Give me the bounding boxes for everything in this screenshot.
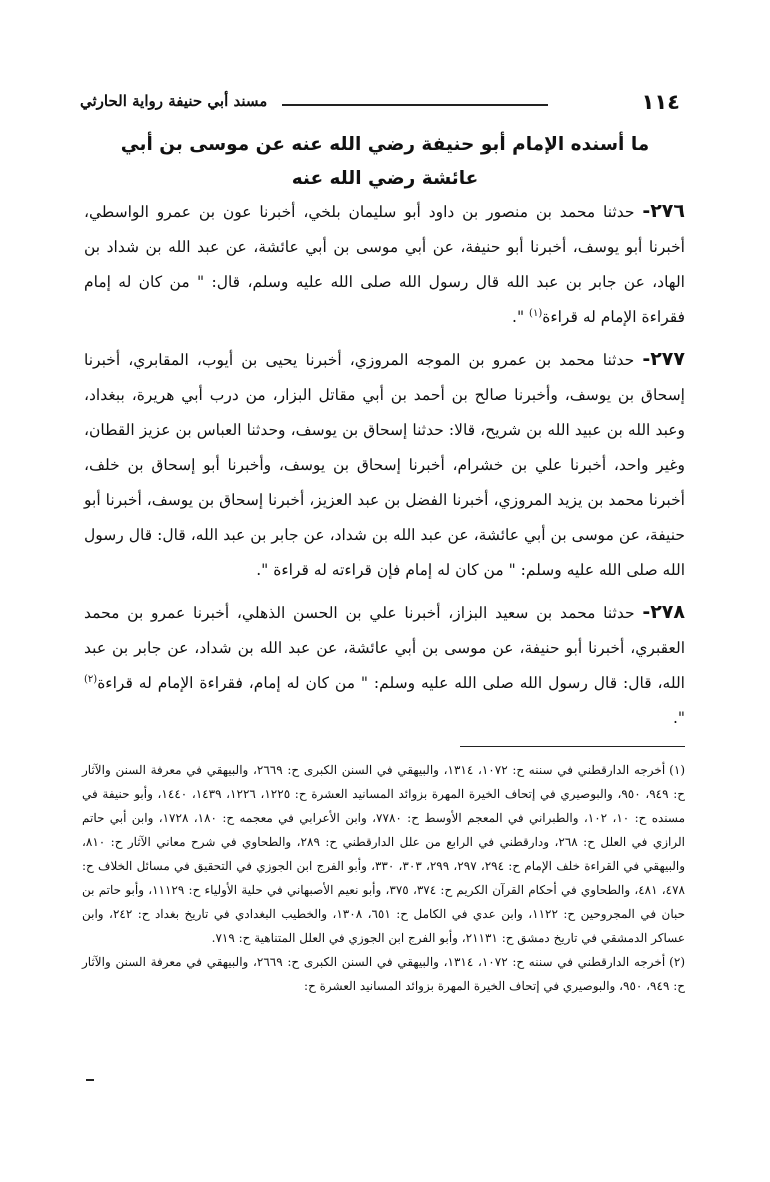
footnotes — [82, 758, 685, 998]
section-title: ما أسنده الإمام أبو حنيفة رضي الله عنه عن موسى بن أبي عائشة رضي الله عنه — [120, 134, 650, 189]
hadith-text: حدثنا محمد بن سعيد البزاز، أخبرنا علي بن الحسن الذهلي، أخبرنا عمرو بن محمد العقبري، أخبرنا أبو حنيفة، عن موسى بن أبي عائشة، عن عبد الله بن شداد، عن جابر بن عبد الله، قال: قال رسول الله صلى الله عليه وسلم: " من كان له إمام، فقراءة الإمام له قراءة — [84, 604, 685, 692]
continuation-mark — [86, 1079, 94, 1081]
header-rule — [282, 104, 548, 106]
hadith-text-end: ". — [672, 709, 685, 727]
footnote-ref[interactable]: (٢) — [84, 673, 98, 685]
hadith-text: حدثنا محمد بن منصور بن داود أبو سليمان بلخي، أخبرنا عون بن عمرو الواسطي، أخبرنا أبو يوسف، أخبرنا أبو حنيفة، عن أبي موسى بن أبي عائشة، عن عبد الله بن شداد بن الهاد، عن جابر بن عبد الله قال رسول الله صلى الله عليه وسلم، قال: " من كان له إمام فقراءة الإمام له قراءة — [84, 203, 685, 326]
hadith-number: ٢٧٨- — [642, 601, 685, 623]
footnote-mark: (١) — [669, 763, 685, 777]
footnote-2 — [82, 950, 685, 998]
hadith-277 — [84, 342, 685, 588]
hadith-number: ٢٧٧- — [642, 348, 685, 370]
running-header-title: مسند أبي حنيفة رواية الحارثي — [80, 92, 268, 110]
hadith-276 — [84, 194, 685, 335]
footnote-text: أخرجه الدارقطني في سننه ح: ١٠٧٢، ١٣١٤، والبيهقي في السنن الكبرى ح: ٢٦٦٩، والبيهقي في معرفة السنن والآثار ح: ٩٤٩، ٩٥٠، والبوصيري في إتحاف الخيرة المهرة بزوائد المسانيد العشرة ح: ١٢٢٥، ١٢٢٦، ١٤٣٩، ١٤٤٠، وأبو حنيفة في مسنده ح: ١٠، ١٠٢، والطبراني في المعجم الأوسط ح: ٧٧٨٠، وابن الأعرابي في معجمه ح: ١٨٠، ١٧٢٨، وابن أبي حاتم الرازي في العلل ح: ٢٦٨، ودارقطني في الرابع من علل الدارقطني ح: ٢٨٩، والطحاوي في شرح معاني الآثار ح: ٨١٠، والبيهقي في القراءة خلف الإمام ح: ٢٩٤، ٢٩٧، ٢٩٩، ٣٠٣، ٣٣٠، وأبو الفرج ابن الجوزي في التحقيق في مسائل الخلاف ح: ٤٧٨، ٤٨١، والطحاوي في أحكام القرآن الكريم ح: ٣٧٤، ٣٧٥، وأبو نعيم الأصبهاني في حلية الأولياء ح: ١١١٢٩، وأبو حاتم بن حبان في المجروحين ح: ١١٢٢، وابن عدي في الكامل ح: ٦٥١، ١٣٠٨، والخطيب البغدادي في تاريخ بغداد ح: ٢٤٢، وابن عساكر الدمشقي في تاريخ دمشق ح: ٢١١٣١، وأبو الفرج ابن الجوزي في العلل المتناهية ح: ٧١٩. — [82, 763, 686, 945]
hadith-278 — [84, 595, 685, 736]
footnote-ref[interactable]: (١) — [529, 307, 543, 319]
hadith-text-end: ". — [512, 308, 530, 326]
hadith-text: حدثنا محمد بن عمرو بن الموجه المروزي، أخبرنا يحيى بن أيوب، المقابري، أخبرنا إسحاق بن يوسف، وأخبرنا صالح بن أحمد بن أبي مقاتل البزار، من درب أبي هريرة، ببغداد، وعبد الله بن عبيد الله بن شريح، قالا: حدثنا إسحاق بن يوسف، وحدثنا العباس بن عزيز القطان، وغير واحد، أخبرنا علي بن خشرام، أخبرنا إسحاق بن يوسف، وأخبرنا أبو إسحاق بن خلف، أخبرنا محمد بن يزيد المروزي، أخبرنا الفضل بن عبد العزيز، أخبرنا إسحاق بن يوسف، أخبرنا أبو حنيفة، عن موسى بن أبي عائشة، عن عبد الله بن شداد، عن جابر بن عبد الله، قال: قال رسول الله صلى الله عليه وسلم: " من كان له إمام فإن قراءته له قراءة ". — [84, 351, 685, 579]
footnote-text: أخرجه الدارقطني في سننه ح: ١٠٧٢، ١٣١٤، والبيهقي في السنن الكبرى ح: ٢٦٦٩، والبيهقي في معرفة السنن والآثار ح: ٩٤٩، ٩٥٠، والبوصيري في إتحاف الخيرة المهرة بزوائد المسانيد العشرة ح: — [82, 955, 685, 993]
page-number: ١١٤ — [641, 90, 680, 114]
hadith-number: ٢٧٦- — [642, 200, 685, 222]
footnote-separator — [460, 746, 685, 747]
hadith-list — [84, 194, 685, 743]
footnote-mark: (٢) — [669, 955, 685, 969]
footnote-1 — [82, 758, 685, 950]
running-header — [80, 90, 680, 120]
